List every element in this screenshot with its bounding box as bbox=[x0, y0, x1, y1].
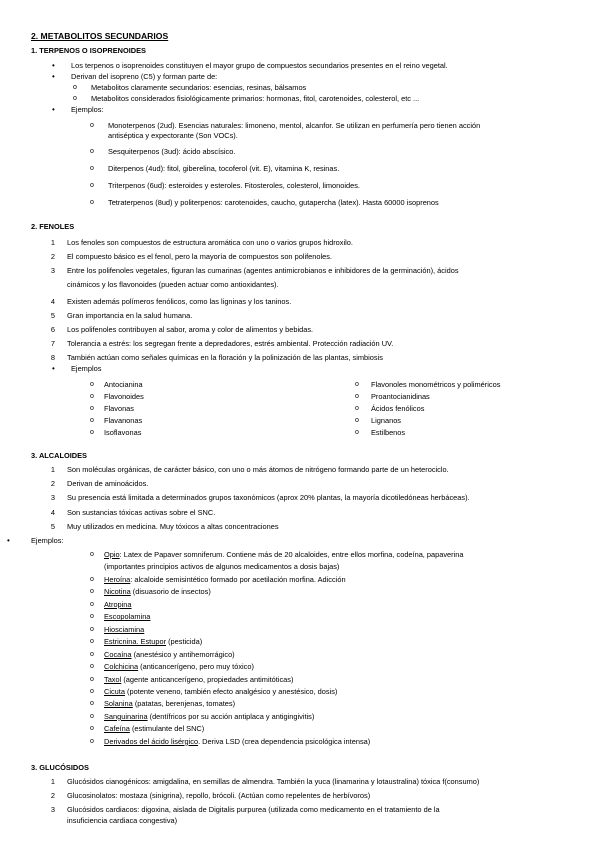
fenoles-example-item: Antocianina bbox=[104, 380, 143, 389]
bullet: • bbox=[7, 536, 10, 545]
alcaloide-example bbox=[104, 600, 132, 610]
fenoles-item: El compuesto básico es el fenol, pero la mayoría de compuestos son polifenoles. bbox=[67, 252, 332, 261]
section-heading-glucosidos: 3. GLUCÓSIDOS bbox=[31, 763, 89, 772]
alcaloide-example bbox=[104, 687, 337, 697]
circle-bullet: o bbox=[90, 675, 94, 683]
circle-bullet: o bbox=[90, 199, 94, 206]
fenoles-item: Tolerancia a estrés: los segregan frente a depredadores, estrés ambiental. Protección radiación UV. bbox=[67, 339, 394, 348]
list-number: 1 bbox=[50, 777, 55, 786]
alcaloide-name: Cicuta bbox=[104, 686, 125, 696]
terpenos-ejemplos-label: Ejemplos: bbox=[71, 105, 104, 114]
alcaloide-description: (patatas, berenjenas, tomates) bbox=[132, 699, 236, 709]
alcaloide-example bbox=[104, 724, 204, 734]
alcaloide-name: Estricnina. Estupor bbox=[104, 637, 167, 647]
circle-bullet: o bbox=[90, 393, 94, 401]
circle-bullet: o bbox=[90, 588, 94, 596]
list-number: 1 bbox=[50, 465, 55, 474]
circle-bullet: o bbox=[90, 737, 94, 745]
circle-bullet: o bbox=[90, 600, 94, 608]
fenoles-example-item: Flavonas bbox=[104, 404, 134, 414]
alcaloide-name: Hiosciamina bbox=[104, 624, 145, 634]
circle-bullet: o bbox=[355, 381, 359, 388]
circle-bullet: o bbox=[90, 148, 94, 155]
alcaloide-description: . Deriva LSD (crea dependencia psicológica intensa) bbox=[198, 736, 371, 746]
terpenos-example-sesquiterpenos: Sesquiterpenos (3ud): ácido abscísico. bbox=[108, 147, 236, 156]
fenoles-example-item: Estilbenos bbox=[371, 428, 406, 438]
circle-bullet: o bbox=[90, 712, 94, 720]
bullet: • bbox=[52, 72, 55, 81]
alcaloide-example bbox=[104, 637, 202, 647]
circle-bullet: o bbox=[90, 551, 94, 558]
alcaloide-description: : Latex de Papaver somniferum. Contiene más de 20 alcaloides, entre ellos morfina, codeína, papaverina bbox=[119, 550, 464, 559]
fenoles-example-item: Flavonoides bbox=[104, 392, 144, 402]
alcaloide-description: (potente veneno, también efecto analgésico y anestésico, dosis) bbox=[124, 686, 338, 696]
alcaloide-description: (anticancerígeno, pero muy tóxico) bbox=[138, 662, 254, 672]
terpenos-example-diterpenos: Diterpenos (4ud): fitol, giberelina, tocoferol (vit. E), vitamina K, resinas. bbox=[108, 164, 340, 173]
alcaloide-example bbox=[104, 562, 339, 572]
circle-bullet: o bbox=[355, 393, 359, 401]
terpenos-sub-1: Metabolitos claramente secundarios: esencias, resinas, bálsamos bbox=[91, 83, 307, 92]
alcaloide-name: Colchicina bbox=[104, 662, 139, 672]
alcaloide-example bbox=[104, 625, 144, 635]
circle-bullet: o bbox=[90, 700, 94, 708]
list-number: 4 bbox=[50, 297, 55, 306]
circle-bullet: o bbox=[90, 165, 94, 172]
alcaloide-description: (agente anticancerígeno, propiedades antimitóticas) bbox=[121, 674, 294, 684]
alcaloides-item: Son moléculas orgánicas, de carácter básico, con uno o más átomos de nitrógeno formando parte de un heterociclo. bbox=[67, 465, 449, 474]
glucosidos-item: insuficiencia cardiaca congestiva) bbox=[67, 816, 178, 825]
terpenos-example-monoterpenos: Monoterpenos (2ud). Esencias naturales: limoneno, mentol, alcanfor. Se utilizan en perfumería pero tienen acción bbox=[108, 121, 481, 130]
alcaloides-item: Muy utilizados en medicina. Muy tóxicos a altas concentraciones bbox=[67, 521, 279, 531]
alcaloide-name: Solanina bbox=[104, 699, 133, 709]
alcaloide-example bbox=[104, 550, 464, 560]
list-number: 7 bbox=[50, 339, 55, 348]
section-heading-alcaloides: 3. ALCALOIDES bbox=[31, 451, 87, 460]
bullet: • bbox=[52, 105, 55, 114]
glucosidos-item: Glucósidos cardiacos: digoxina, aislada de Digitalis purpurea (utilizada como medicamento en el tratamiento de la bbox=[67, 805, 440, 814]
terpenos-example-triterpenos: Triterpenos (6ud): esteroides y esteroles. Fitosteroles, colesterol, limonoides. bbox=[108, 181, 360, 190]
fenoles-item: Gran importancia en la salud humana. bbox=[67, 311, 193, 320]
circle-bullet: o bbox=[90, 625, 94, 633]
circle-bullet: o bbox=[73, 84, 77, 91]
terpenos-sub-2: Metabolitos considerados fisiológicamente primarios: hormonas, fitol, carotenoides, colesterol, etc ... bbox=[91, 94, 420, 103]
list-number: 5 bbox=[50, 311, 55, 320]
list-number: 5 bbox=[50, 521, 55, 531]
fenoles-item: Los polifenoles contribuyen al sabor, aroma y color de alimentos y bebidas. bbox=[67, 325, 314, 334]
fenoles-item: cinámicos y los flavonoides (pueden actuar como antioxidantes). bbox=[67, 280, 279, 289]
circle-bullet: o bbox=[90, 429, 94, 437]
terpenos-example-monoterpenos-cont: antiséptica y expectorante (Son VOCs). bbox=[108, 131, 238, 140]
terpenos-bullet-1: Los terpenos o isoprenoides constituyen el mayor grupo de compuestos secundarios presentes en el reino vegetal. bbox=[71, 61, 448, 70]
section-heading-fenoles: 2. FENOLES bbox=[31, 222, 75, 231]
fenoles-example-item: Proantocianidinas bbox=[371, 392, 430, 402]
circle-bullet: o bbox=[90, 613, 94, 621]
list-number: 6 bbox=[50, 325, 55, 334]
alcaloide-description: : alcaloide semisintético formado por acetilación morfina. Adicción bbox=[130, 574, 346, 584]
alcaloides-item: Son sustancias tóxicas activas sobre el SNC. bbox=[67, 507, 216, 517]
alcaloide-name: Atropina bbox=[104, 599, 132, 609]
alcaloide-name: Cocaína bbox=[104, 649, 132, 659]
alcaloide-name: Nicotina bbox=[104, 587, 131, 597]
alcaloide-example bbox=[104, 675, 293, 685]
alcaloide-description: (importantes principios activos de algunos medicamentos a dosis bajas) bbox=[104, 562, 340, 572]
alcaloide-name: Derivados del ácido lisérgico bbox=[104, 736, 199, 746]
list-number: 2 bbox=[50, 252, 55, 261]
alcaloide-name: Opio bbox=[104, 550, 120, 559]
alcaloides-item: Su presencia está limitada a determinados grupos taxonómicos (aprox 20% plantas, la mayoría dicotiledóneas herbáceas). bbox=[67, 493, 470, 503]
alcaloide-description: (dentífricos por su acción antiplaca y antigingivitis) bbox=[147, 711, 315, 721]
alcaloide-name: Escopolamina bbox=[104, 612, 151, 622]
alcaloides-ejemplos-label: Ejemplos: bbox=[31, 536, 64, 545]
terpenos-bullet-2: Derivan del isopreno (C5) y forman parte de: bbox=[71, 72, 218, 81]
circle-bullet: o bbox=[90, 417, 94, 425]
circle-bullet: o bbox=[90, 122, 94, 129]
alcaloide-name: Taxol bbox=[104, 674, 122, 684]
fenoles-item: Entre los polifenoles vegetales, figuran las cumarinas (agentes antimicrobianos e inhibidores de la germinación), ácidos bbox=[67, 266, 459, 275]
section-heading-terpenos: 1. TERPENOS O ISOPRENOIDES bbox=[31, 46, 146, 55]
circle-bullet: o bbox=[90, 687, 94, 695]
alcaloide-example bbox=[104, 662, 254, 672]
circle-bullet: o bbox=[355, 417, 359, 425]
circle-bullet: o bbox=[73, 95, 77, 102]
fenoles-example-item: Flavonoles monométricos y poliméricos bbox=[371, 380, 501, 389]
alcaloide-example bbox=[104, 650, 235, 660]
circle-bullet: o bbox=[90, 638, 94, 646]
circle-bullet: o bbox=[355, 429, 359, 437]
list-number: 8 bbox=[50, 353, 55, 362]
list-number: 3 bbox=[50, 805, 55, 814]
alcaloide-example bbox=[104, 612, 150, 622]
circle-bullet: o bbox=[90, 725, 94, 733]
alcaloide-description: (estimulante del SNC) bbox=[129, 724, 205, 734]
fenoles-example-item: Ácidos fenólicos bbox=[371, 404, 425, 414]
alcaloide-example bbox=[104, 575, 346, 585]
circle-bullet: o bbox=[90, 650, 94, 658]
alcaloide-name: Heroína bbox=[104, 574, 131, 584]
fenoles-ejemplos-label: Ejemplos bbox=[71, 364, 102, 373]
list-number: 2 bbox=[50, 479, 55, 489]
circle-bullet: o bbox=[90, 405, 94, 413]
alcaloide-example bbox=[104, 712, 314, 722]
circle-bullet: o bbox=[355, 405, 359, 413]
fenoles-example-item: Isoflavonas bbox=[104, 428, 142, 438]
bullet: • bbox=[52, 364, 55, 373]
circle-bullet: o bbox=[90, 663, 94, 671]
alcaloide-description: (anestésico y antihemorrágico) bbox=[131, 649, 235, 659]
list-number: 3 bbox=[50, 493, 55, 503]
glucosidos-item: Glucosinolatos: mostaza (sinigrina), repollo, brócoli. (Actúan como repelentes de herbívoros) bbox=[67, 791, 371, 800]
alcaloide-example bbox=[104, 737, 370, 747]
glucosidos-item: Glucósidos cianogénicos: amigdalina, en semillas de almendra. También la yuca (linamarina y lotaustralina) tóxica f(consumo) bbox=[67, 777, 480, 786]
list-number: 4 bbox=[50, 507, 55, 517]
list-number: 1 bbox=[50, 238, 55, 247]
fenoles-item: También actúan como señales químicas en la floración y la polinización de las plantas, simbiosis bbox=[67, 353, 383, 362]
alcaloide-example bbox=[104, 699, 235, 709]
page-title: 2. METABOLITOS SECUNDARIOS bbox=[31, 31, 169, 41]
alcaloides-item: Derivan de aminoácidos. bbox=[67, 479, 149, 489]
circle-bullet: o bbox=[90, 575, 94, 583]
fenoles-item: Existen además polímeros fenólicos, como las ligninas y los taninos. bbox=[67, 297, 292, 306]
terpenos-example-tetraterpenos: Tetraterpenos (8ud) y politerpenos: carotenoides, caucho, gutapercha (latex). Hasta 60000 isoprenos bbox=[108, 198, 439, 207]
list-number: 2 bbox=[50, 791, 55, 800]
bullet: • bbox=[52, 61, 55, 70]
alcaloide-name: Cafeína bbox=[104, 724, 130, 734]
alcaloide-example bbox=[104, 587, 211, 597]
alcaloide-description: (pesticida) bbox=[166, 637, 203, 647]
list-number: 3 bbox=[50, 266, 55, 275]
fenoles-example-item: Lignanos bbox=[371, 416, 401, 426]
fenoles-example-item: Flavanonas bbox=[104, 416, 143, 426]
alcaloide-name: Sanguinarina bbox=[104, 711, 148, 721]
fenoles-item: Los fenoles son compuestos de estructura aromática con uno o varios grupos hidroxilo. bbox=[67, 238, 353, 247]
alcaloide-description: (disuasorio de insectos) bbox=[130, 587, 211, 597]
circle-bullet: o bbox=[90, 182, 94, 189]
circle-bullet: o bbox=[90, 381, 94, 388]
